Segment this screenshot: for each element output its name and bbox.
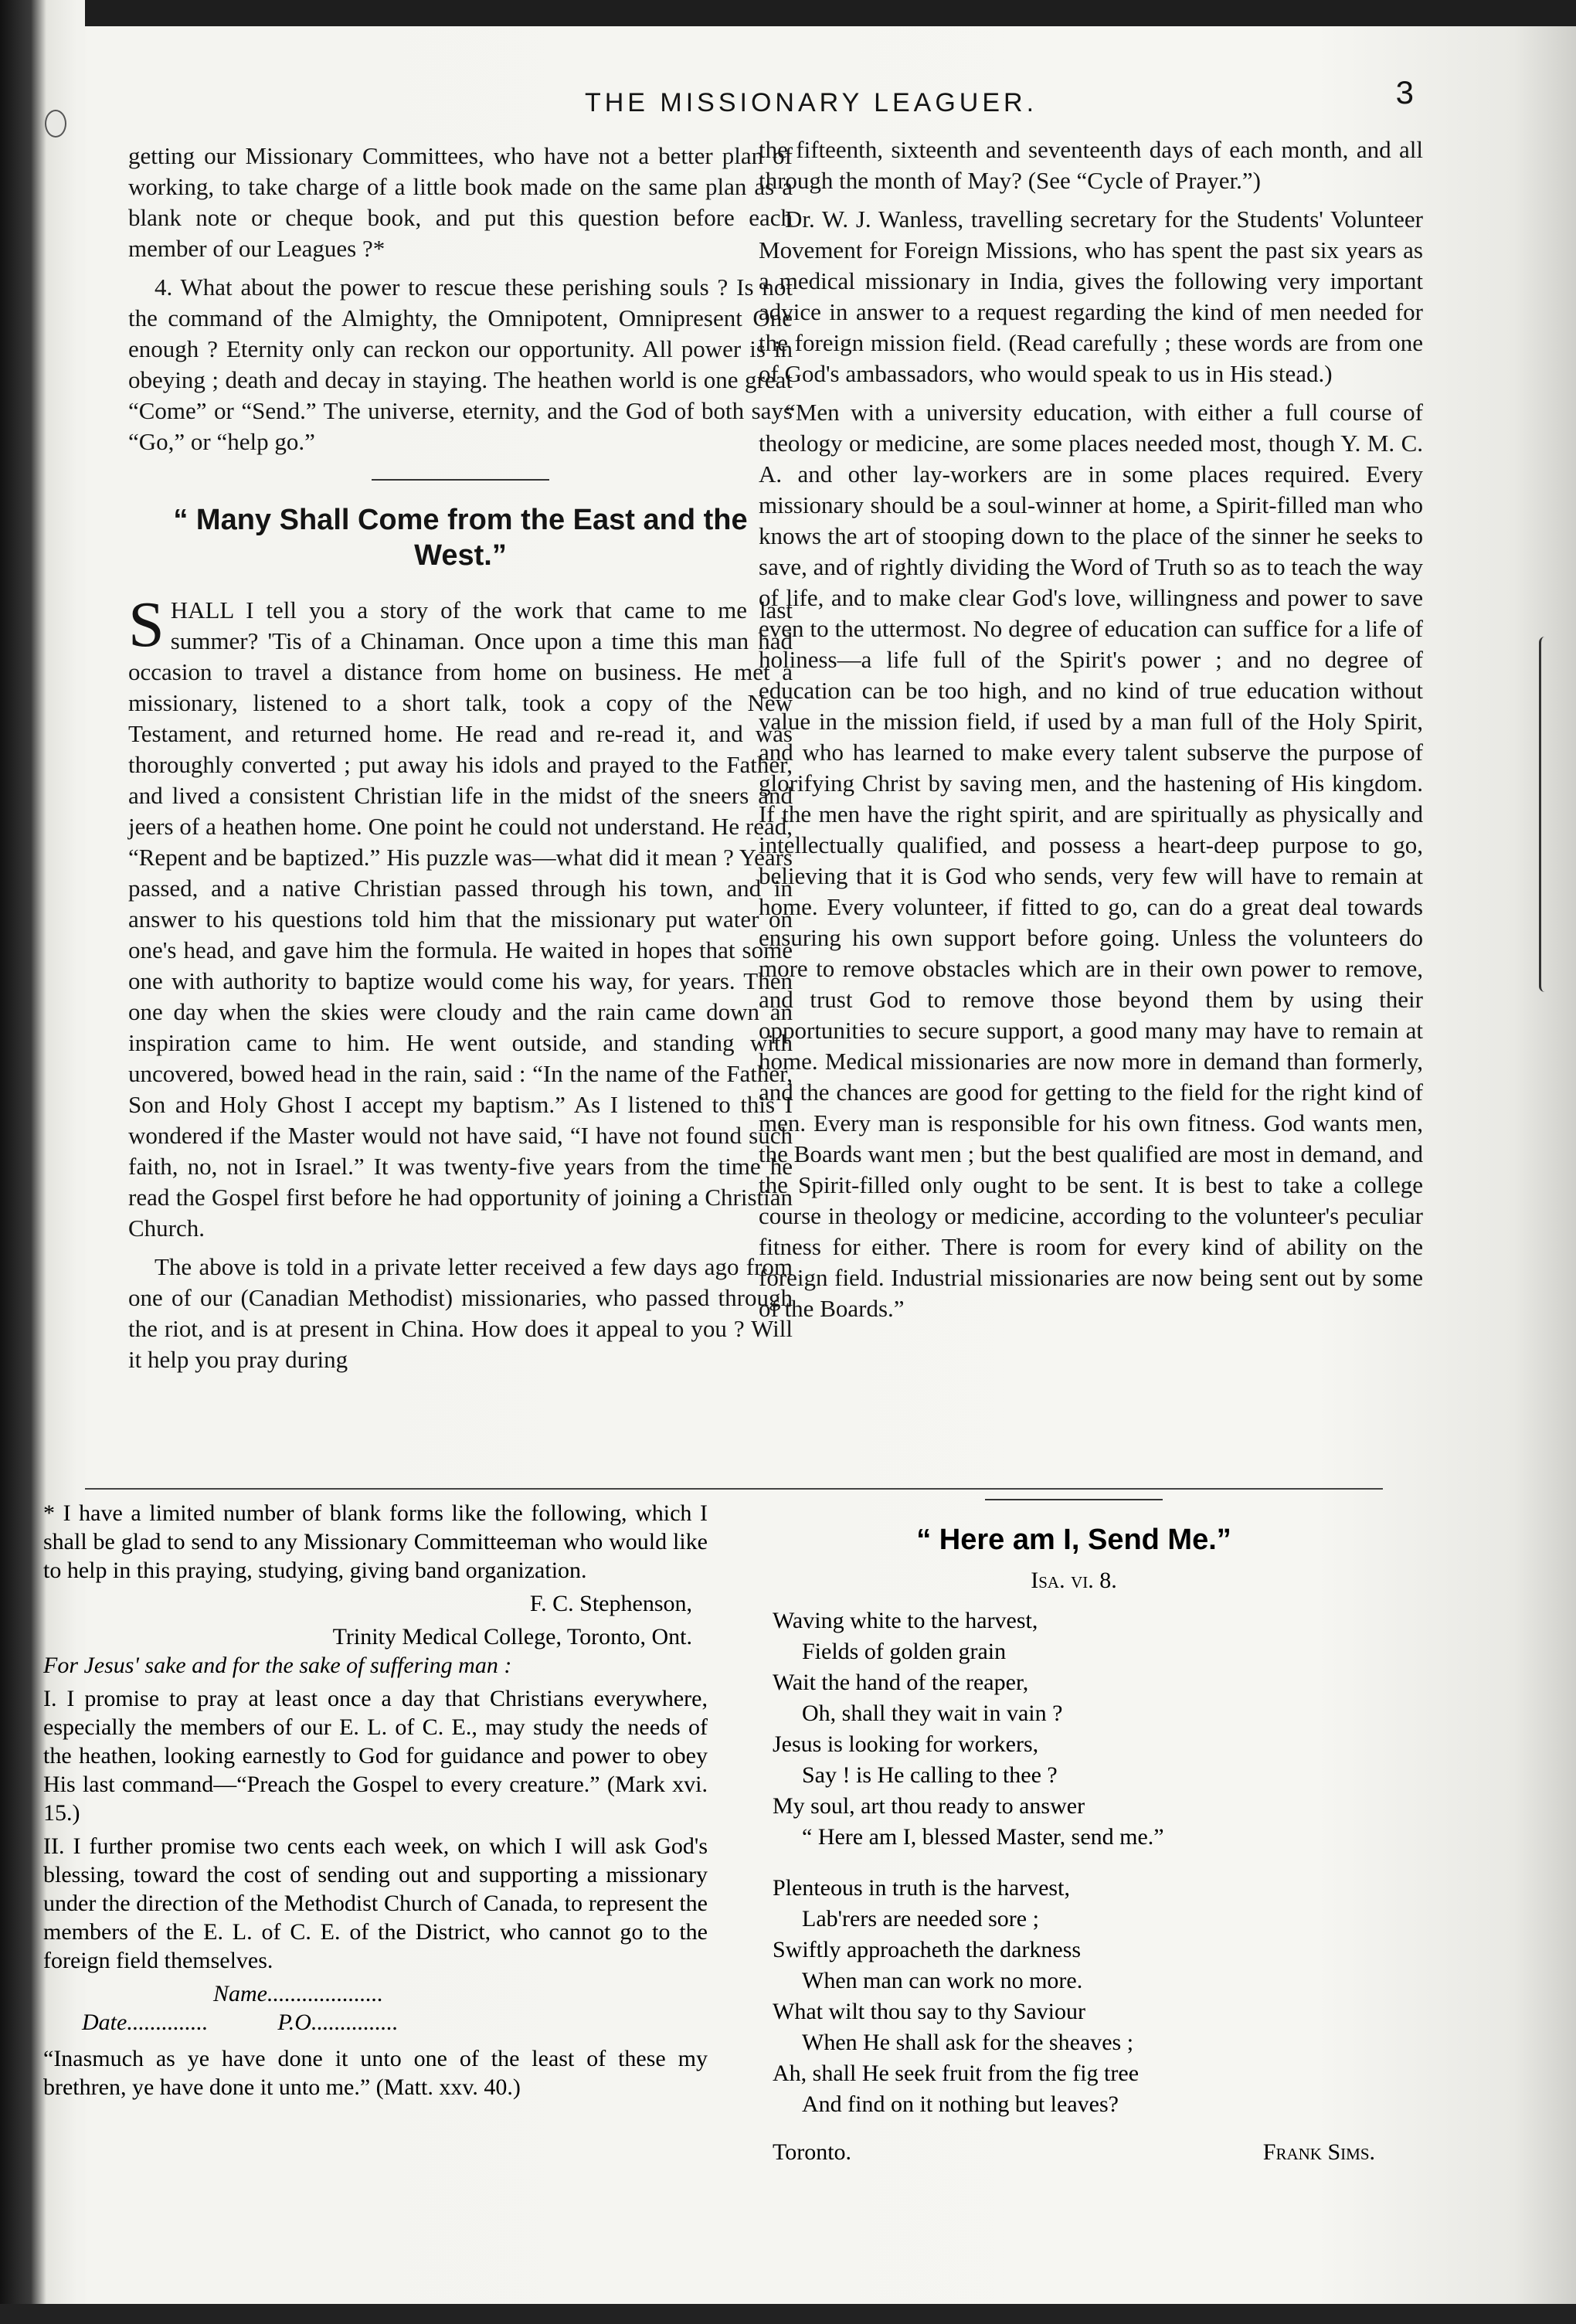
signature-name: F. C. Stephenson, [529, 1591, 692, 1616]
poem-line: “ Here am I, blessed Master, send me.” [802, 1824, 1164, 1850]
poem-line: Plenteous in truth is the harvest, [773, 1875, 1070, 1901]
poem-line: Fields of golden grain [802, 1639, 1007, 1664]
story-paragraph-2: The above is told in a private letter received a few days ago from one of our (Canadian Methodist) missionaries, who passed through the riot, and is at present in China. How does it appeal to you ? Will it help you pray during [128, 1253, 793, 1373]
poem-line: Waving white to the harvest, [773, 1608, 1038, 1633]
running-head: THE MISSIONARY LEAGUER. [584, 88, 1038, 117]
page-number: 3 [1395, 74, 1414, 110]
margin-bracket-mark [1539, 637, 1551, 992]
poem-divider [985, 1499, 1163, 1500]
right-paragraph-1: the fifteenth, sixteenth and seventeenth days of each month, and all through the month of May? (See “Cycle of Prayer.”) [759, 136, 1423, 194]
closing-quote: “Inasmuch as ye have done it unto one of the least of these my brethren, ye have done it unto me.” (Matt. xxv. 40.) [43, 2046, 708, 2100]
article-title: “ Many Shall Come from the East and the West.” [173, 504, 748, 572]
page-smudge [45, 110, 66, 138]
pledge-two: II. I further promise two cents each week, on which I will ask God's blessing, toward the cost of sending out and supporting a missionary under the direction of the Methodist Church of Canada, to represent the members of the E. L. of C. E. of the District, who cannot go to the foreign field themselves. [43, 1833, 708, 1973]
poem-line: And find on it nothing but leaves? [802, 2091, 1119, 2117]
left-paragraph-1: getting our Missionary Committees, who have not a better plan of working, to take charge of a little book made on the same plan as a blank note or cheque book, and put this question before each member of our Leagues ?* [128, 142, 793, 262]
right-column [759, 134, 1423, 1332]
poem-place: Toronto. [773, 2139, 852, 2165]
poem-line: Swiftly approacheth the darkness [773, 1937, 1082, 1962]
story-text-1: HALL I tell you a story of the work that came to me last summer? 'Tis of a Chinaman. Once upon a time this man had occasion to travel a distance from home on business. He met a missionary, listened to a short talk, took a copy of the New Testament, and returned home. He read and re-read it, and was thoroughly converted ; put away his idols and prayed to the Father, and lived a consistent Christian life in the midst of the sneers and jeers of a heathen home. One point he could not understand. He read, “Repent and be baptized.” His puzzle was—what did it mean ? Years passed, and a native Christian passed through his town, and in answer to his questions told him that the missionary put water on one's head, and gave him the formula. He waited in hopes that some one with authority to baptize would come his way, for years. Then one day when the skies were cloudy and the rain came down an inspiration came to him. He went outside, and standing with uncovered, bowed head in the rain, said : “In the name of the Father, Son and Holy Ghost I accept my baptism.” As I listened to this I wondered if the Master would not have said, “I have not found such faith, no, not in Israel.” It was twenty-five years from the time he read the Gospel first before he had opportunity of joining a Christian Church. [128, 596, 793, 1242]
po-line: P.O............... [277, 2010, 399, 2035]
poem-line: When He shall ask for the sheaves ; [802, 2030, 1134, 2055]
section-divider [372, 479, 549, 481]
poem-reference: Isa. vi. 8. [1031, 1568, 1117, 1593]
name-line: Name.................... [213, 1981, 383, 2006]
left-paragraph-2: 4. What about the power to rescue these perishing souls ? Is not the command of the Almighty, the Omnipotent, Omnipresent One enough ? Eternity only can reckon our opportunity. All power is in obeying ; death and decay in staying. The heathen world is one great “Come” or “Send.” The universe, eternity, and the God of both says “Go,” or “help go.” [128, 274, 793, 455]
poem-author: Frank Sims. [1262, 2139, 1375, 2165]
poem-line: Oh, shall they wait in vain ? [802, 1701, 1063, 1726]
poem-line: Say ! is He calling to thee ? [802, 1762, 1058, 1788]
stanza-one [773, 1605, 1375, 1853]
poem-line: My soul, art thou ready to answer [773, 1793, 1085, 1819]
signature-place: Trinity Medical College, Toronto, Ont. [332, 1624, 692, 1650]
poem-line: When man can work no more. [802, 1968, 1083, 1993]
footnote-block [43, 1499, 708, 2106]
story-paragraph-1 [128, 589, 793, 1244]
left-column [128, 141, 793, 1383]
drop-cap: S [128, 589, 165, 661]
date-po-line [82, 2008, 708, 2037]
poem-line: What wilt thou say to thy Saviour [773, 1999, 1085, 2024]
right-paragraph-2: Dr. W. J. Wanless, travelling secretary for the Students' Volunteer Movement for Foreign Missions, who has spent the past six years as a medical missionary in India, gives the following very important advice in answer to a request regarding the kind of men needed for the foreign mission field. (Read carefully ; these words are from one of God's ambassadors, who would speak to us in His stead.) [759, 206, 1423, 387]
stanza-two [773, 1873, 1375, 2120]
poem-line: Ah, shall He seek fruit from the fig tree [773, 2061, 1140, 2086]
footnote-rule [85, 1488, 1383, 1490]
right-paragraph-3: “Men with a university education, with either a full course of theology or medicine, are some places needed most, though Y. M. C. A. and other lay-workers are in some places required. Every missionary should be a soul-winner at home, a Spirit-filled man who knows the art of stooping down to the place of the sinner he seeks to save, and of rightly dividing the Word of Truth so as to teach the way of life, and to make clear God's love, willingness and power to save even to the uttermost. No degree of education can suffice for a life of holiness—a life full of the Spirit's power ; and no degree of education can be too high, and no kind of true education without value in the mission field, if used by a man full of the Holy Spirit, and who has learned to make every talent subserve the purpose of glorifying Christ by saving men, and the hastening of His kingdom. If the men have the right spirit, and are spiritually as physically and intellectually qualified, and possess a heart-deep purpose to go, believing that it is God who sends, very few will have to remain at home. Every volunteer, if fitted to go, can do a great deal towards ensuring his own support before going. Unless the volunteers do more to remove obstacles which are in their own power to remove, and trust God to remove those beyond them by using their opportunities to secure support, a good many may have to remain at home. Medical missionaries are now more in demand than formerly, and the chances are good for getting to the field for the right kind of men. Every man is responsible for his own fitness. God wants men, the Boards want men ; but the best qualified are most in demand, and the Spirit-filled only ought to be sent. It is best to take a college course in theology or medicine, according to the volunteer's peculiar fitness for either. There is room for every kind of ability on the foreign field. Industrial missionaries are now being sent out by some of the Boards.” [759, 399, 1423, 1322]
pledge-heading: For Jesus' sake and for the sake of suffering man : [43, 1653, 512, 1678]
scan-top-border [0, 0, 1576, 26]
pledge-one: I. I promise to pray at least once a day that Christians everywhere, especially the members of our E. L. of C. E., may study the needs of the heathen, looking earnestly to God for guidance and power to obey His last command—“Preach the Gospel to every creature.” (Mark xvi. 15.) [43, 1686, 708, 1826]
poem-footer [773, 2137, 1375, 2168]
poem-title: “ Here am I, Send Me.” [916, 1524, 1231, 1556]
footnote-intro: * I have a limited number of blank forms like the following, which I shall be glad to send to any Missionary Committeeman who would like to help in this praying, studying, giving band organization. [43, 1500, 708, 1583]
poem-line: Jesus is looking for workers, [773, 1731, 1039, 1757]
poem-line: Wait the hand of the reaper, [773, 1670, 1029, 1695]
date-line: Date.............. [82, 2010, 209, 2035]
scan-bottom-border [0, 2304, 1576, 2324]
poem-block [773, 1499, 1375, 2168]
poem-line: Lab'rers are needed sore ; [802, 1906, 1039, 1932]
